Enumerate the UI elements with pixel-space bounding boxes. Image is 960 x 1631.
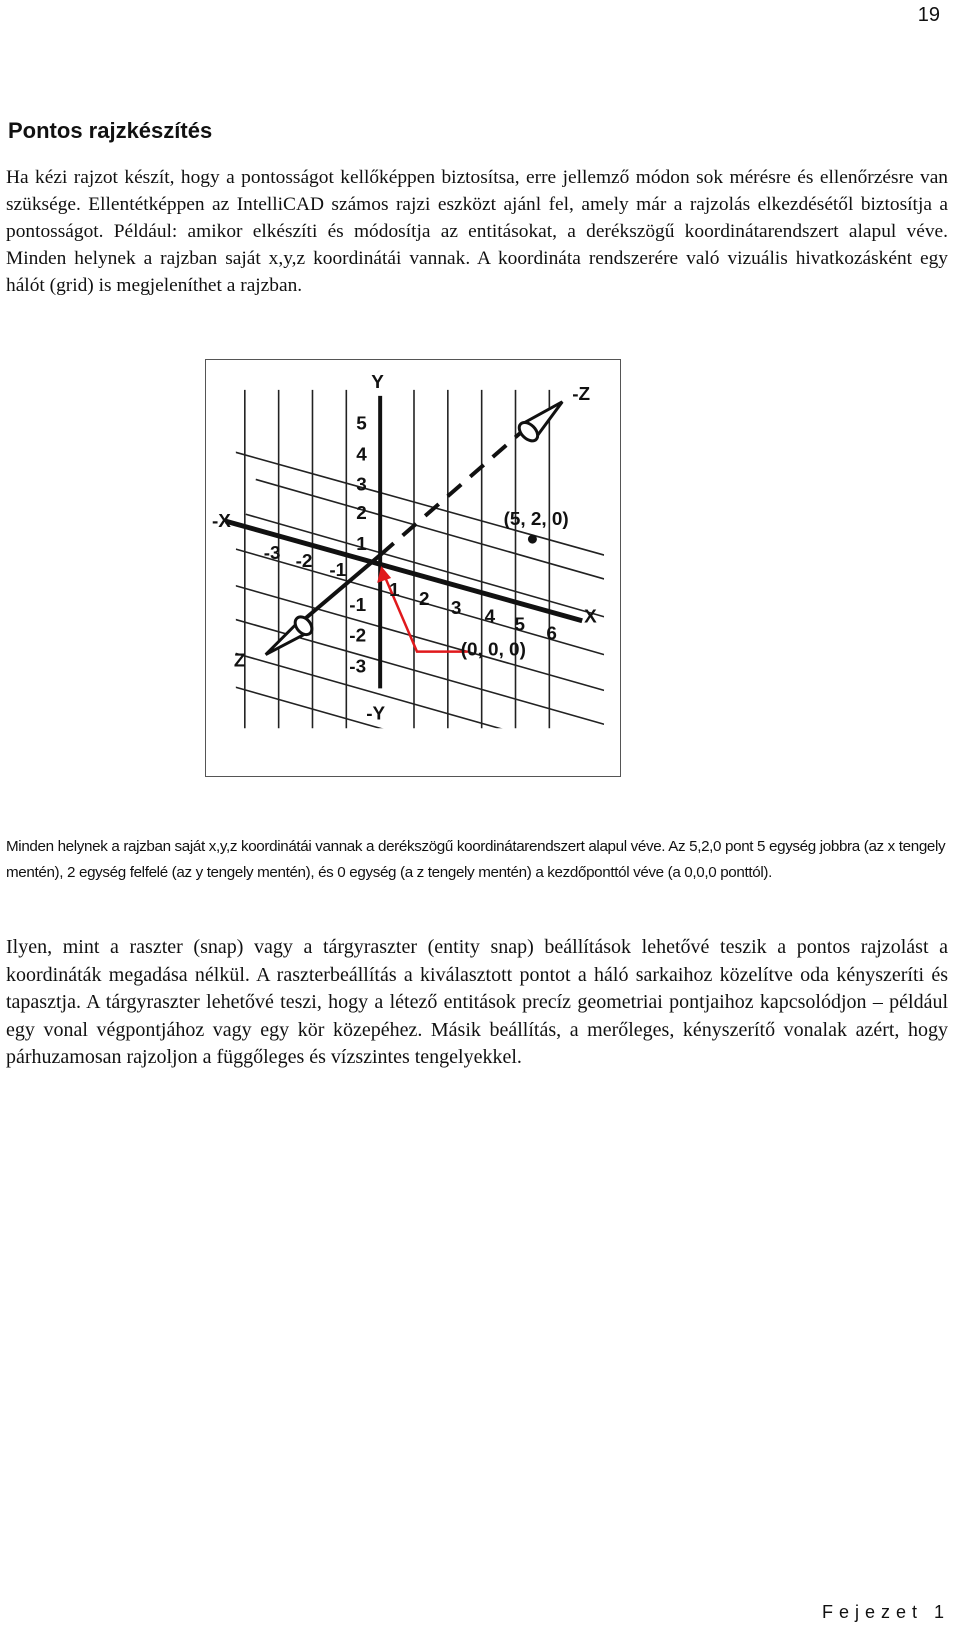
figure-caption: Minden helynek a rajzban saját x,y,z koordinátái vannak a derékszögű koordinátarendszert alapul véve. Az 5,2,0 pont 5 egység jobbra (az x tengely mentén), 2 egység felfelé (az y tengely mentén), és 0 egység (a z tengely mentén) a kezdőponttól véve (a 0,0,0 ponttól).: [6, 838, 946, 881]
x-tick-label: 4: [484, 606, 496, 628]
coordinate-system-diagram: [206, 360, 620, 776]
y-tick-label: 4: [356, 444, 367, 466]
point-5-2-0-label: (5, 2, 0): [503, 509, 569, 531]
minus-x-axis-label: -X: [211, 511, 231, 533]
grid-lines: [226, 380, 604, 776]
x-tick-label: 5: [514, 614, 526, 636]
section-heading: Pontos rajzkészítés: [8, 118, 213, 143]
minus-z-axis-label: -Z: [572, 383, 591, 405]
x-axis-label: X: [584, 606, 597, 628]
y-tick-label: 3: [356, 474, 367, 496]
y-axis-label: Y: [371, 371, 384, 393]
intro-paragraph: Ha kézi rajzot készít, hogy a pontosságot kellőképpen biztosítsa, erre jellemző módon sok mérésre és ellenőrzésre van szüksége. Ellentétképpen az IntelliCAD számos rajzi eszközt ajánl fel, amely már a rajzolás elkezdésétől biztosítja a pontosságot. Például: amikor elkészíti és módosítja az entitásokat, a derékszögű koordinátarendszert alapul véve. Minden helynek a rajzban saját x,y,z koordinátái vannak. A koordináta rendszerére való vizuális hivatkozásként egy hálót (grid) is megjeleníthet a rajzban.: [6, 167, 948, 296]
x-tick-label: -2: [295, 551, 313, 573]
y-tick-label: -1: [349, 594, 367, 616]
y-tick-label: 1: [356, 534, 367, 556]
x-tick-label: 3: [450, 597, 462, 619]
chapter-footer: Fejezet 1: [821, 1602, 950, 1622]
z-axis-label: Z: [233, 650, 246, 672]
origin-label: (0, 0, 0): [460, 639, 526, 661]
y-tick-label: 5: [356, 413, 367, 435]
y-tick-label: 2: [356, 503, 367, 525]
y-tick-label: -2: [349, 625, 367, 647]
y-tick-label: -3: [349, 656, 367, 678]
minus-z-arrow-cone: [516, 402, 563, 445]
x-tick-label: -1: [329, 559, 347, 581]
z-arrow-cone: [266, 614, 316, 655]
minus-y-axis-label: -Y: [366, 703, 386, 725]
x-tick-label: -3: [263, 543, 281, 565]
point-5-2-0-marker: [528, 535, 537, 544]
page-number: 19: [917, 4, 940, 26]
x-tick-label: 2: [418, 588, 430, 610]
snap-paragraph: Ilyen, mint a raszter (snap) vagy a tárgyraszter (entity snap) beállítások lehetővé teszik a pontos rajzolást a koordináták megadása nélkül. A raszterbeállítás a kiválasztott pontot a háló sarkaihoz közelítve oda kényszeríti és tapasztja. A tárgyraszter lehetővé teszi, hogy a létező entitások precíz geometriai pontjaihoz kapcsolódjon – például egy vonal végpontjához vagy egy kör közepéhez. Másik beállítás, a merőleges, kényszerítő vonalak azért, hogy párhuzamosan rajzoljon a függőleges és vízszintes tengelyekkel.: [6, 936, 948, 1068]
coordinate-system-figure: [205, 359, 621, 777]
x-tick-label: 1: [389, 579, 400, 601]
x-tick-label: 6: [546, 623, 557, 645]
